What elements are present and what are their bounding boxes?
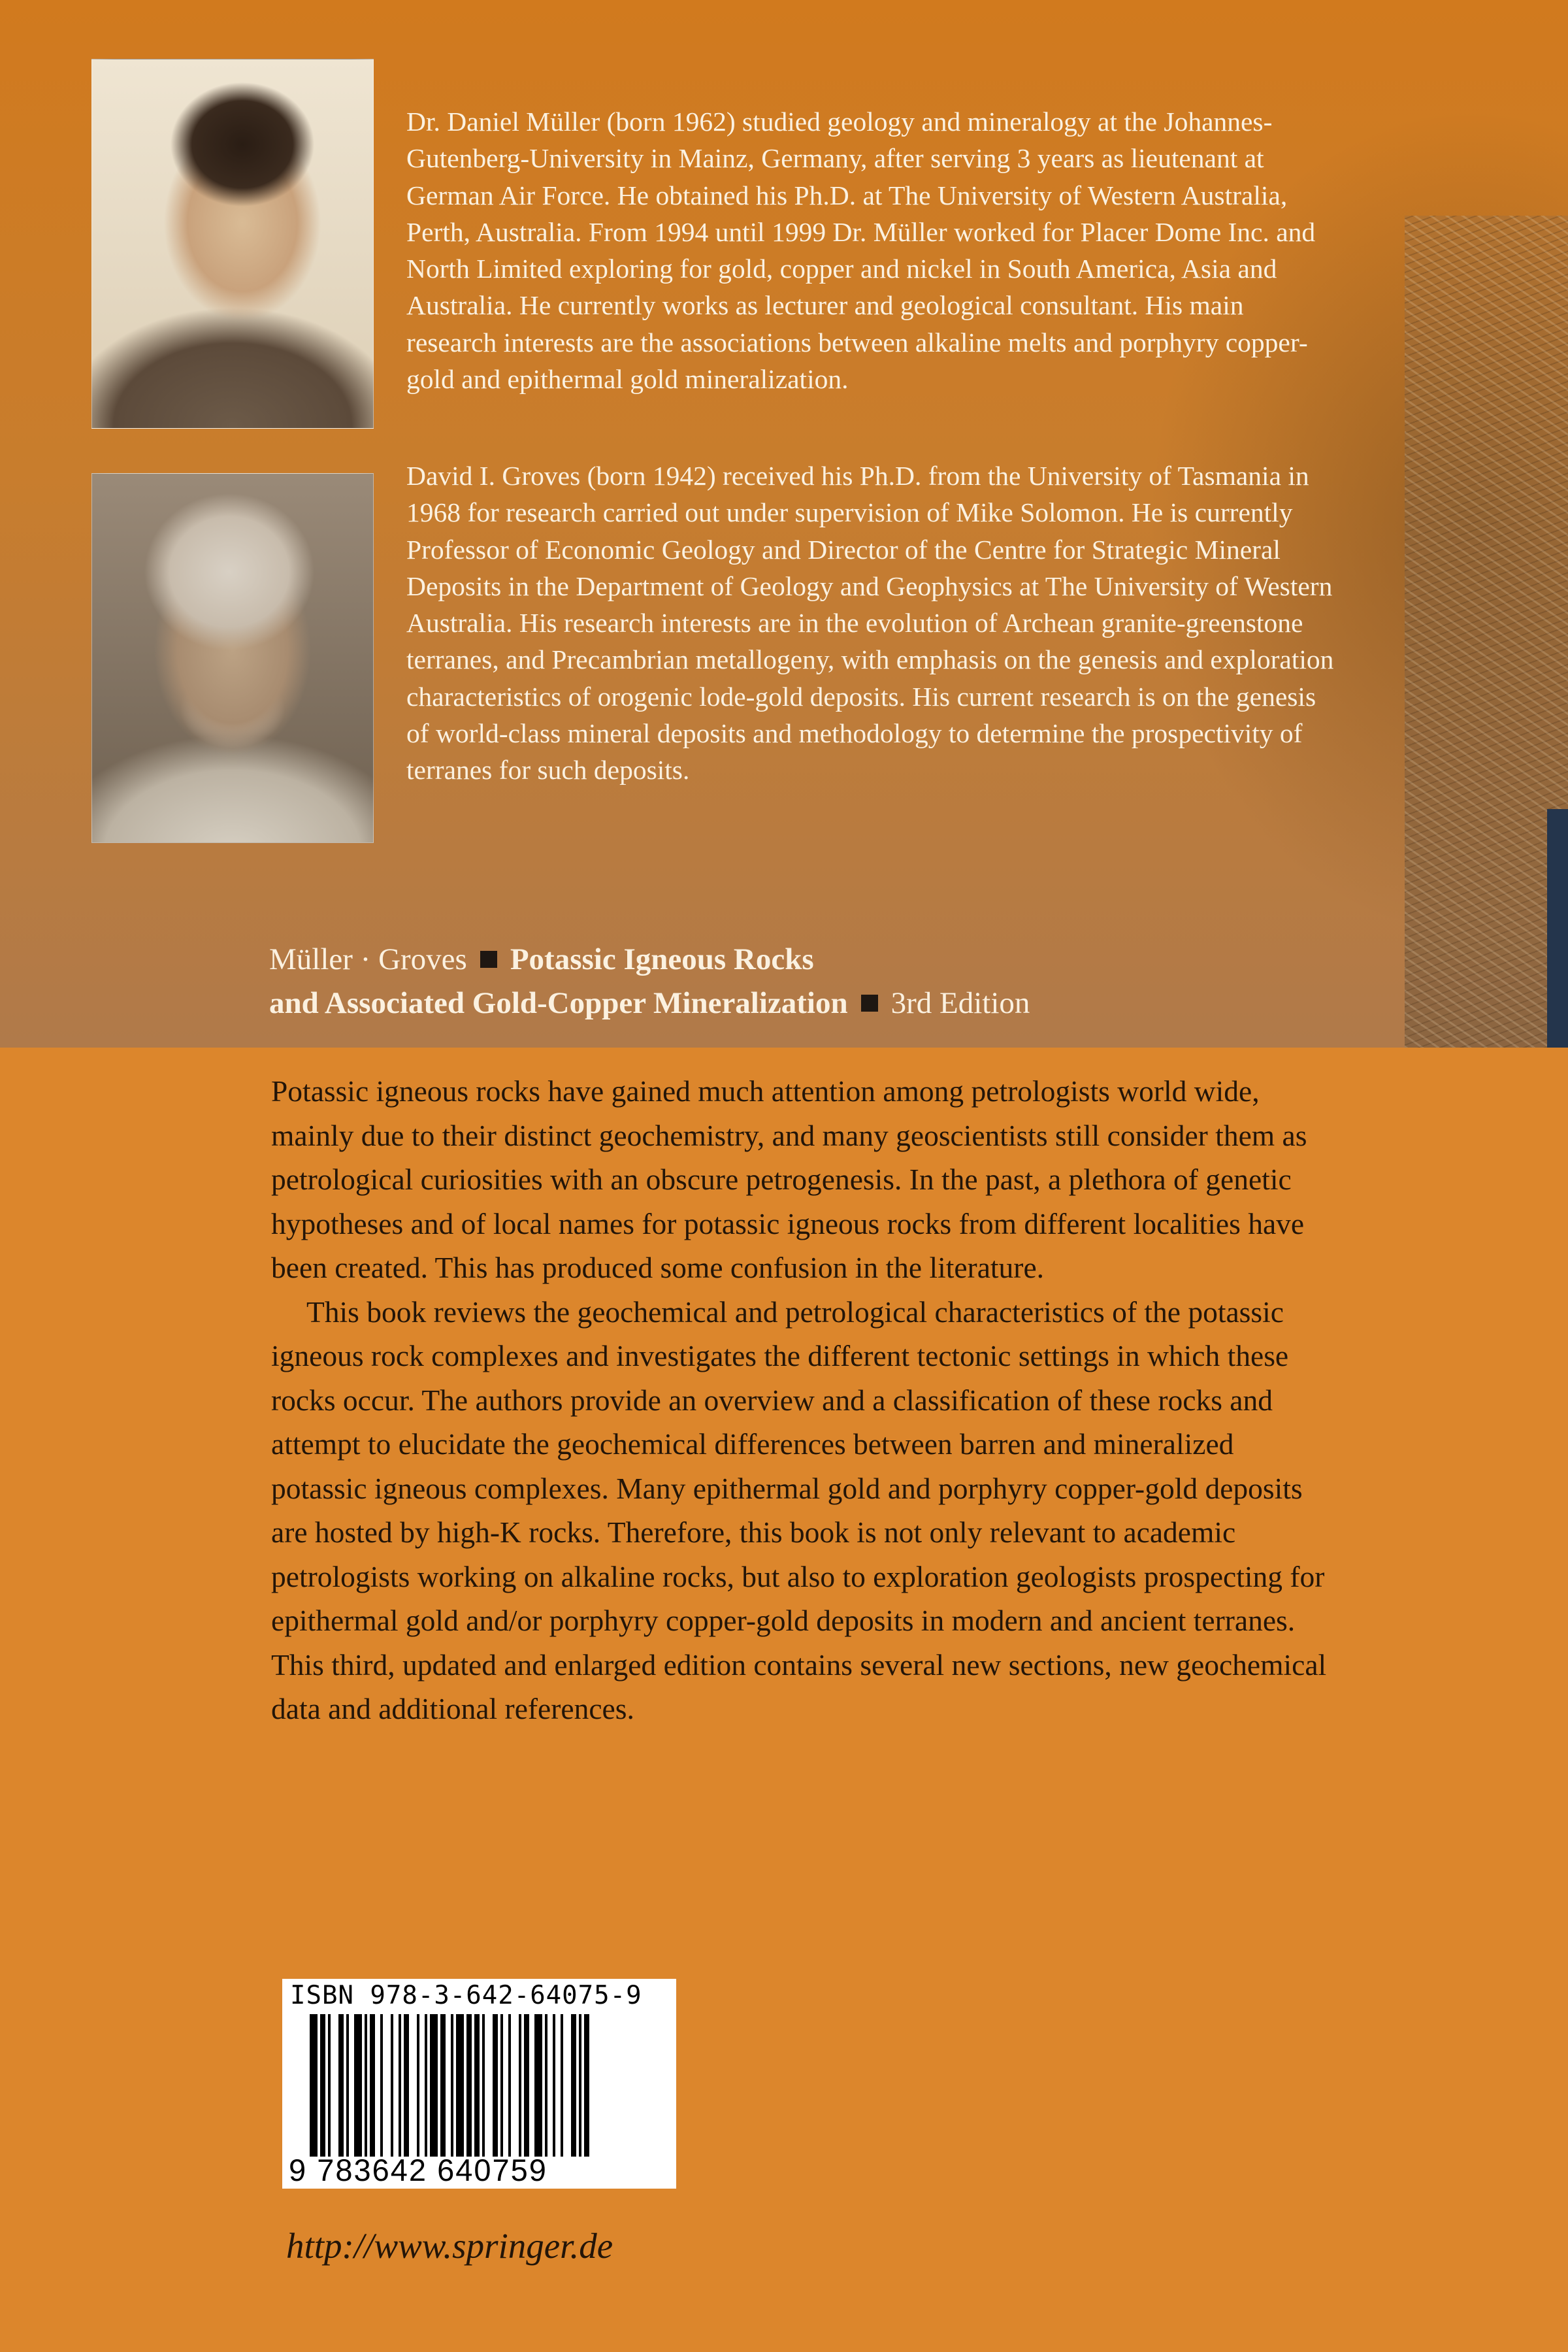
barcode-digits: 9 783642 640759 — [289, 2153, 547, 2187]
barcode-bar — [320, 2014, 325, 2157]
book-title-block — [269, 938, 1380, 1025]
barcode-bar — [579, 2014, 581, 2157]
description-paragraph-2: This book reviews the geochemical and petrological characteristics of the potassic igneous rock complexes and investigates the different tectonic settings in which these rocks occur. The authors provide an overview and a classification of these rocks and attempt to elucidate the geochemical differences between barren and mineralized potassic igneous complexes. Many epithermal gold and porphyry copper-gold deposits are hosted by high-K rocks. Therefore, this book is not only relevant to academic petrologists working on alkaline rocks, but also to exploration geologists prospecting for epithermal gold and/or porphyry copper-gold deposits in modern and ancient terranes. This third, updated and enlarged edition contains several new sections, new geochemical data and additional references. — [271, 1295, 1327, 1725]
barcode-bar — [425, 2014, 427, 2157]
barcode-bar — [370, 2014, 375, 2157]
author-bio-groves: David I. Groves (born 1942) received his Ph.D. from the University of Tasmania in 1968 for research carried out under supervision of Mike Solomon. He is currently Professor of Economic Geology and Director of the Centre for Strategic Mineral Deposits in the Department of Geology and Geophysics at The University of Western Australia. His research interests are in the evolution of Archean granite-greenstone terranes, and Precambrian metallogeny, with emphasis on the genesis and exploration characteristics of orogenic lode-gold deposits. His current research is on the genesis of world-class mineral deposits and methodology to determine the prospectivity of terranes for such deposits. — [406, 461, 1334, 786]
barcode-bar — [404, 2014, 409, 2157]
book-edition: 3rd Edition — [890, 986, 1030, 1020]
barcode-bars — [310, 2014, 662, 2157]
book-authors: Müller · Groves — [269, 942, 467, 976]
barcode-bar — [534, 2014, 542, 2157]
rock-texture-image — [1405, 216, 1568, 1048]
barcode-bar — [553, 2014, 555, 2157]
barcode-bar — [519, 2014, 521, 2157]
barcode-bar — [561, 2014, 563, 2157]
barcode-bar — [346, 2014, 349, 2157]
barcode-bar — [451, 2014, 453, 2157]
author-photo-groves — [91, 473, 374, 843]
barcode-bar — [310, 2014, 318, 2157]
barcode-bar — [456, 2014, 464, 2157]
barcode-bar — [500, 2014, 503, 2157]
cover-top-panel — [0, 0, 1568, 1048]
book-title-line1: Potassic Igneous Rocks — [510, 942, 814, 976]
barcode-bar — [338, 2014, 344, 2157]
book-description — [271, 1069, 1336, 1731]
square-bullet-icon — [480, 951, 497, 968]
barcode-bar — [365, 2014, 367, 2157]
description-paragraph-1: Potassic igneous rocks have gained much attention among petrologists world wide, mainly due to their distinct geochemistry, and many geoscientists still consider them as petrological curiosities with an obscure petrogenesis. In the past, a plethora of genetic hypotheses and of local names for potassic igneous rocks from different localities have been created. This has produced some confusion in the literature. — [271, 1074, 1307, 1284]
barcode-bar — [584, 2014, 589, 2157]
barcode-bar — [466, 2014, 472, 2157]
barcode-bar — [571, 2014, 576, 2157]
barcode-bar — [328, 2014, 331, 2157]
publisher-website-link[interactable]: http://www.springer.de — [286, 2226, 613, 2266]
barcode-bar — [493, 2014, 498, 2157]
spine-stripe — [1547, 809, 1568, 1048]
barcode-bar — [524, 2014, 529, 2157]
barcode-bar — [354, 2014, 362, 2157]
barcode-bar — [430, 2014, 438, 2157]
barcode-bar — [545, 2014, 547, 2157]
barcode-bar — [508, 2014, 511, 2157]
barcode-bar — [399, 2014, 401, 2157]
isbn-label: ISBN 978-3-642-64075-9 — [290, 1981, 642, 2010]
isbn-barcode — [282, 1979, 676, 2189]
author-bio-mueller: Dr. Daniel Müller (born 1962) studied geology and mineralogy at the Johannes-Gutenberg-University in Mainz, Germany, after serving 3 years as lieutenant at German Air Force. He obtained his Ph.D. at The University of Western Australia, Perth, Australia. From 1994 until 1999 Dr. Müller worked for Placer Dome Inc. and North Limited exploring for gold, copper and nickel in South America, Asia and Australia. He currently works as lecturer and geological consultant. His main research interests are the associations between alkaline melts and porphyry copper-gold and epithermal gold mineralization. — [406, 107, 1316, 395]
author-photo-mueller — [91, 59, 374, 429]
barcode-bar — [482, 2014, 485, 2157]
title-line-2 — [269, 982, 1380, 1025]
square-bullet-icon — [861, 995, 878, 1012]
barcode-bar — [417, 2014, 419, 2157]
barcode-bar — [391, 2014, 393, 2157]
barcode-bar — [474, 2014, 480, 2157]
barcode-bar — [380, 2014, 383, 2157]
title-line-1 — [269, 938, 1380, 982]
book-title-line2: and Associated Gold-Copper Mineralization — [269, 986, 848, 1020]
barcode-bar — [440, 2014, 446, 2157]
